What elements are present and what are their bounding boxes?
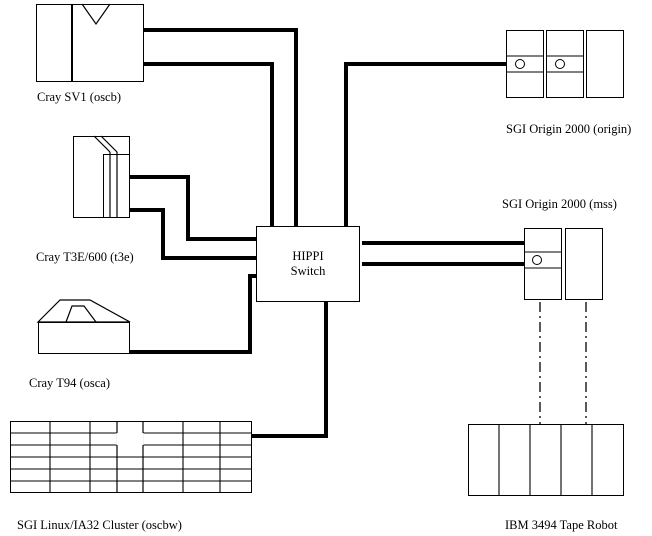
link-cluster-horizontal (250, 434, 328, 438)
link-t3e-lower-horizontal (130, 208, 165, 212)
node-cray-t94-body (38, 322, 130, 354)
node-cray-t3e-right (103, 154, 130, 218)
node-origin-cab2 (546, 30, 584, 98)
link-mss-upper (362, 241, 524, 245)
node-cray-sv1-left (36, 4, 72, 82)
node-sgi-cluster (10, 421, 252, 493)
node-cray-sv1-right (72, 4, 144, 82)
link-t3e-upper-vertical (186, 175, 190, 241)
origin-led-2 (555, 59, 565, 69)
link-t94-horizontal (130, 350, 252, 354)
label-ibm-tape-robot: IBM 3494 Tape Robot (505, 518, 618, 532)
link-sv1-vertical (294, 28, 298, 240)
link-origin-horizontal (344, 62, 506, 66)
origin-led-1 (515, 59, 525, 69)
mss-led-1 (532, 255, 542, 265)
node-ibm-tape-robot (468, 424, 624, 496)
node-origin-cab3 (586, 30, 624, 98)
node-mss-cab1 (524, 228, 562, 300)
link-t3e-lower-vertical (161, 208, 165, 260)
label-cray-sv1: Cray SV1 (oscb) (37, 90, 122, 104)
link-t94-vertical (248, 278, 252, 354)
link-t3e-upper-horizontal (130, 175, 190, 179)
link-sv1b-vertical (270, 62, 274, 252)
label-sgi-origin: SGI Origin 2000 (origin) (506, 122, 632, 136)
hippi-switch-line1: HIPPI (292, 249, 324, 263)
node-origin-cab1 (506, 30, 544, 98)
link-mss-lower (362, 262, 524, 266)
label-cray-t3e: Cray T3E/600 (t3e) (36, 250, 134, 264)
link-sv1-horizontal (143, 28, 298, 32)
link-sv1b-horizontal (143, 62, 274, 66)
label-sgi-cluster: SGI Linux/IA32 Cluster (oscbw) (17, 518, 182, 532)
label-cray-t94: Cray T94 (osca) (29, 376, 110, 390)
link-cluster-vertical (324, 288, 328, 438)
hippi-switch-line2: Switch (290, 264, 326, 278)
node-mss-cab2 (565, 228, 603, 300)
link-origin-from-switch (344, 62, 348, 236)
hippi-switch[interactable] (256, 226, 360, 302)
label-sgi-mss: SGI Origin 2000 (mss) (502, 197, 617, 211)
